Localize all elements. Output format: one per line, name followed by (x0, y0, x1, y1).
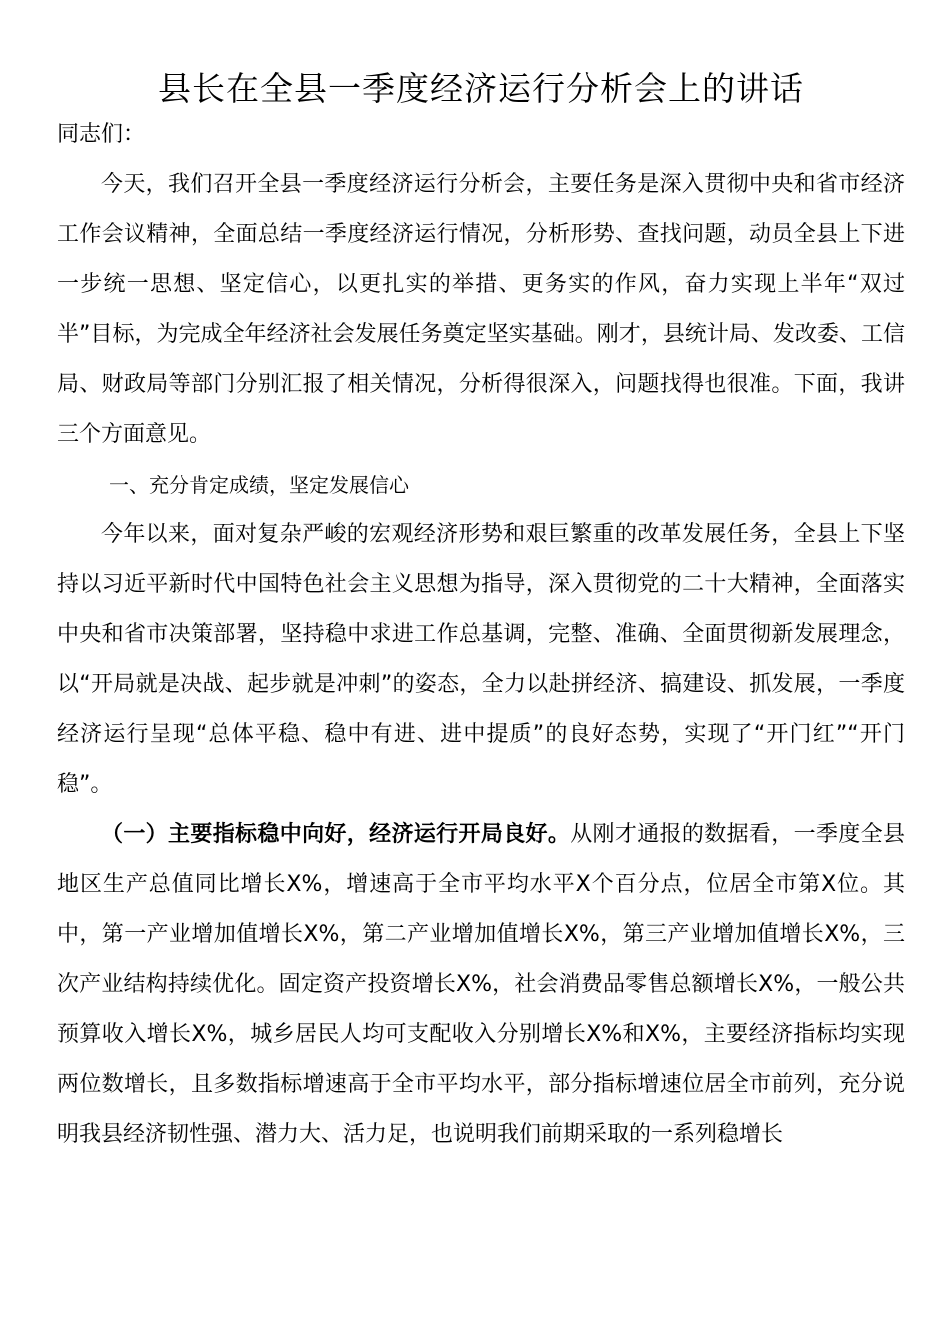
document-title: 县长在全县一季度经济运行分析会上的讲话 (158, 69, 804, 108)
paragraph-achievements: 今年以来，面对复杂严峻的宏观经济形势和艰巨繁重的改革发展任务，全县上下坚持以习近平新时代中国特色社会主义思想为指导，深入贯彻党的二十大精神，全面落实中央和省市决策部署，坚持稳中求进工作总基调，完整、准确、全面贯彻新发展理念，以“开局就是决战、起步就是冲刺”的姿态，全力以赴拼经济、搞建设、抓发展，一季度经济运行呈现“总体平稳、稳中有进、进中提质”的良好态势，实现了“开门红”“开门稳”。 (57, 522, 905, 797)
paragraph-indicators (57, 810, 905, 1160)
section-heading-1: 一、充分肯定成绩，坚定发展信心 (109, 473, 409, 497)
paragraph-opening: 今天，我们召开全县一季度经济运行分析会，主要任务是深入贯彻中央和省市经济工作会议精神，全面总结一季度经济运行情况，分析形势、查找问题，动员全县上下进一步统一思想、坚定信心，以更扎实的举措、更务实的作风，奋力实现上半年“双过半”目标，为完成全年经济社会发展任务奠定坚实基础。刚才，县统计局、发改委、工信局、财政局等部门分别汇报了相关情况，分析得很深入，问题找得也很准。下面，我讲三个方面意见。 (57, 172, 905, 447)
salutation: 同志们： (57, 122, 146, 147)
document-page (57, 66, 905, 1160)
paragraph-indicators-text: 从刚才通报的数据看，一季度全县地区生产总值同比增长X%，增速高于全市平均水平X个百分点，位居全市第X位。其中，第一产业增加值增长X%，第二产业增加值增长X%，第三产业增加值增长X%，三次产业结构持续优化。固定资产投资增长X%，社会消费品零售总额增长X%，一般公共预算收入增长X%，城乡居民人均可支配收入分别增长X%和X%，主要经济指标均实现两位数增长，且多数指标增速高于全市平均水平，部分指标增速位居全市前列，充分说明我县经济韧性强、潜力大、活力足，也说明我们前期采取的一系列稳增长 (57, 822, 905, 1147)
subsection-heading-1: （一）主要指标稳中向好，经济运行开局良好。 (101, 822, 571, 847)
